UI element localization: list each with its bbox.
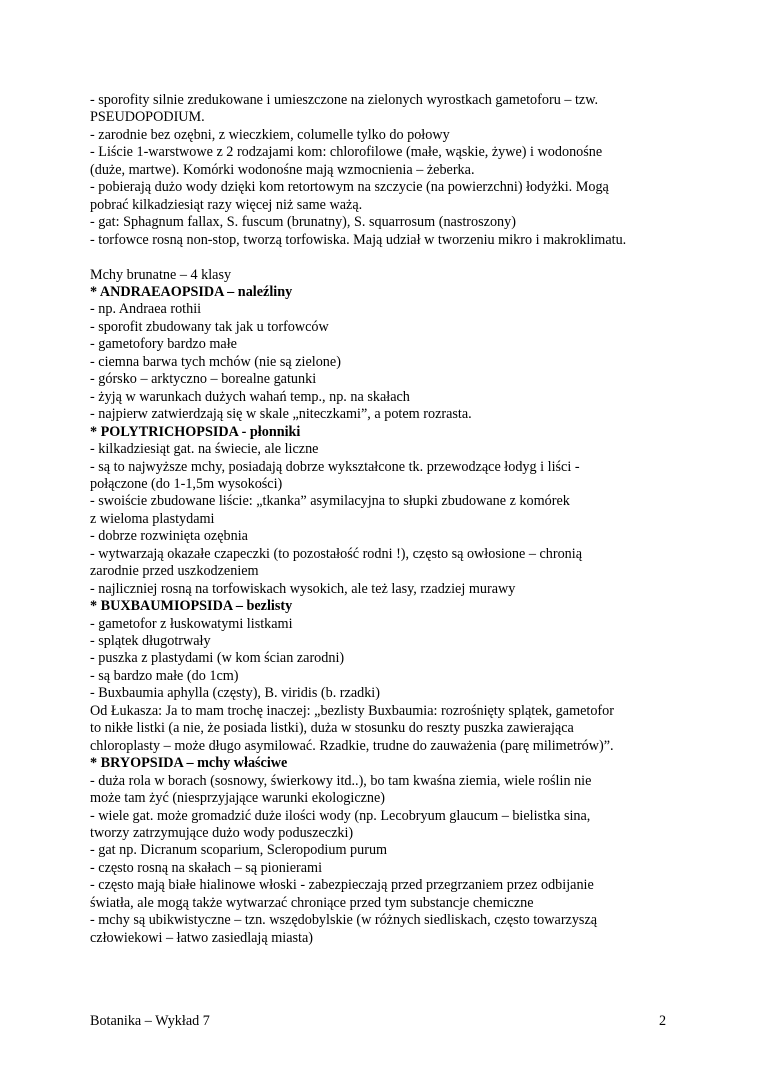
class-heading-buxbaumiopsida: * BUXBAUMIOPSIDA – bezlisty <box>90 598 293 615</box>
text-line: pobrać kilkadziesiąt razy więcej niż same ważą. <box>90 196 363 213</box>
text-line: światła, ale mogą także wytwarzać chroniące przed tym substancje chemiczne <box>90 894 534 911</box>
text-line: - gat np. Dicranum scoparium, Scleropodium purum <box>90 842 388 859</box>
text-line: - często rosną na skałach – są pionierami <box>90 859 323 876</box>
text-line: (duże, martwe). Komórki wodonośne mają wzmocnienia – żeberka. <box>90 161 475 178</box>
text-line: Od Łukasza: Ja to mam trochę inaczej: „bezlisty Buxbaumia: rozrośnięty splątek, gametofor <box>90 702 614 719</box>
text-line: - sporofit zbudowany tak jak u torfowców <box>90 318 329 335</box>
document-body <box>90 92 680 947</box>
text-line: - są bardzo małe (do 1cm) <box>90 667 239 684</box>
section-intro: Mchy brunatne – 4 klasy <box>90 266 232 283</box>
text-line: może tam żyć (niesprzyjające warunki ekologiczne) <box>90 790 386 807</box>
footer-title: Botanika – Wykład 7 <box>90 1013 210 1029</box>
text-line: - często mają białe hialinowe włoski - zabezpieczają przed przegrzaniem przez odbijanie <box>90 877 594 894</box>
text-line: - gametofor z łuskowatymi listkami <box>90 615 293 632</box>
text-line: - splątek długotrwały <box>90 633 211 650</box>
text-line: - ciemna barwa tych mchów (nie są zielone) <box>90 353 341 370</box>
text-line: PSEUDOPODIUM. <box>90 109 205 126</box>
text-line: - swoiście zbudowane liście: „tkanka” asymilacyjna to słupki zbudowane z komórek <box>90 493 570 510</box>
text-line: - np. Andraea rothii <box>90 301 202 318</box>
text-line: to nikłe listki (a nie, że posiada listki), duża w stosunku do reszty puszka zawierająca <box>90 720 574 737</box>
text-line: - najliczniej rosną na torfowiskach wysokich, ale też lasy, rzadziej murawy <box>90 580 516 597</box>
text-line: - sporofity silnie zredukowane i umieszczone na zielonych wyrostkach gametoforu – tzw. <box>90 92 599 108</box>
text-line: - gametofory bardzo małe <box>90 336 237 353</box>
text-line: zarodnie przed uszkodzeniem <box>90 563 259 580</box>
class-heading-andraeaopsida: * ANDRAEAOPSIDA – naleźliny <box>90 283 293 300</box>
text-line: - kilkadziesiąt gat. na świecie, ale liczne <box>90 441 319 458</box>
class-heading-polytrichopsida: * POLYTRICHOPSIDA - płonniki <box>90 423 301 440</box>
text-line: - duża rola w borach (sosnowy, świerkowy itd..), bo tam kwaśna ziemia, wiele roślin nie <box>90 772 592 789</box>
text-line: człowiekowi – łatwo zasiedlają miasta) <box>90 929 313 946</box>
blank-line <box>90 249 680 266</box>
text-line: - górsko – arktyczno – borealne gatunki <box>90 371 317 388</box>
text-line: - Buxbaumia aphylla (częsty), B. viridis (b. rzadki) <box>90 685 380 702</box>
text-line: z wieloma plastydami <box>90 510 215 527</box>
text-line: - wytwarzają okazałe czapeczki (to pozostałość rodni !), często są owłosione – chronią <box>90 545 583 562</box>
text-line: - puszka z plastydami (w kom ścian zarodni) <box>90 650 345 667</box>
text-line: - pobierają dużo wody dzięki kom retortowym na szczycie (na powierzchni) łodyżki. Mogą <box>90 179 609 196</box>
text-line: - żyją w warunkach dużych wahań temp., np. na skałach <box>90 388 410 405</box>
class-heading-bryopsida: * BRYOPSIDA – mchy właściwe <box>90 755 288 772</box>
text-line: - najpierw zatwierdzają się w skale „niteczkami”, a potem rozrasta. <box>90 406 472 423</box>
text-line: - dobrze rozwinięta ozębnia <box>90 528 248 545</box>
text-line: - są to najwyższe mchy, posiadają dobrze wykształcone tk. przewodzące łodyg i liści - <box>90 458 580 475</box>
page-number: 2 <box>659 1013 667 1029</box>
text-line: - zarodnie bez ozębni, z wieczkiem, columelle tylko do połowy <box>90 126 450 143</box>
text-line: połączone (do 1-1,5m wysokości) <box>90 475 283 492</box>
text-line: - torfowce rosną non-stop, tworzą torfowiska. Mają udział w tworzeniu mikro i makroklimatu. <box>90 231 627 248</box>
text-line: - Liście 1-warstwowe z 2 rodzajami kom: chlorofilowe (małe, wąskie, żywe) i wodonośne <box>90 144 603 161</box>
text-line: - gat: Sphagnum fallax, S. fuscum (brunatny), S. squarrosum (nastroszony) <box>90 214 516 231</box>
text-line: tworzy zatrzymujące dużo wody poduszeczki) <box>90 825 354 842</box>
text-line: - mchy są ubikwistyczne – tzn. wszędobylskie (w różnych siedliskach, często towarzyszą <box>90 912 598 929</box>
text-line: chloroplasty – może długo asymilować. Rzadkie, trudne do zauważenia (parę milimetrów)”. <box>90 737 614 754</box>
text-line: - wiele gat. może gromadzić duże ilości wody (np. Lecobryum glaucum – bielistka sina, <box>90 807 591 824</box>
